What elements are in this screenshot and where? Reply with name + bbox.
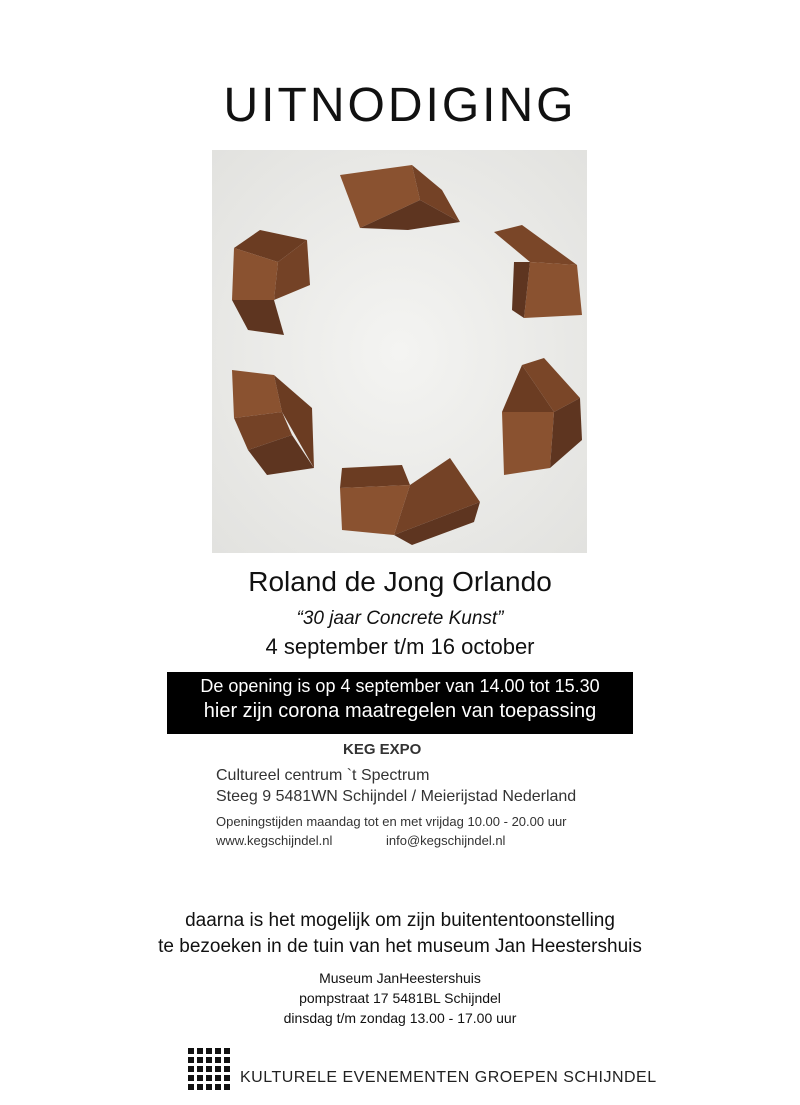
venue-website[interactable]: www.kegschijndel.nl (216, 833, 333, 848)
museum-name: Museum JanHeestershuis (319, 970, 481, 986)
artwork-photo (212, 150, 587, 553)
exhibition-title: “30 jaar Concrete Kunst” (296, 608, 504, 629)
outdoor-line2: te bezoeken in de tuin van het museum Jan Heestershuis (158, 936, 642, 957)
venue-hours: Openingstijden maandag tot en met vrijdag 10.00 - 20.00 uur (216, 814, 567, 829)
exhibition-dates: 4 september t/m 16 october (265, 634, 535, 659)
opening-notice-box (167, 672, 633, 734)
museum-address: pompstraat 17 5481BL Schijndel (299, 990, 501, 1006)
keg-logo-icon (188, 1048, 230, 1090)
venue-email[interactable]: info@kegschijndel.nl (386, 833, 506, 848)
footer-org-name: KULTURELE EVENEMENTEN GROEPEN SCHIJNDEL (240, 1069, 657, 1086)
museum-hours: dinsdag t/m zondag 13.00 - 17.00 uur (283, 1010, 517, 1026)
opening-notice-line1: De opening is op 4 september van 14.00 tot 15.30 (200, 676, 600, 696)
outdoor-line1: daarna is het mogelijk om zijn buitententoonstelling (185, 910, 615, 931)
invitation-title: UITNODIGING (223, 79, 577, 132)
organizer-name: KEG EXPO (343, 741, 422, 758)
opening-notice-line2: hier zijn corona maatregelen van toepassing (203, 700, 597, 722)
venue-name: Cultureel centrum `t Spectrum (216, 767, 430, 784)
artist-name: Roland de Jong Orlando (248, 566, 552, 597)
venue-address: Steeg 9 5481WN Schijndel / Meierijstad Nederland (216, 788, 577, 805)
